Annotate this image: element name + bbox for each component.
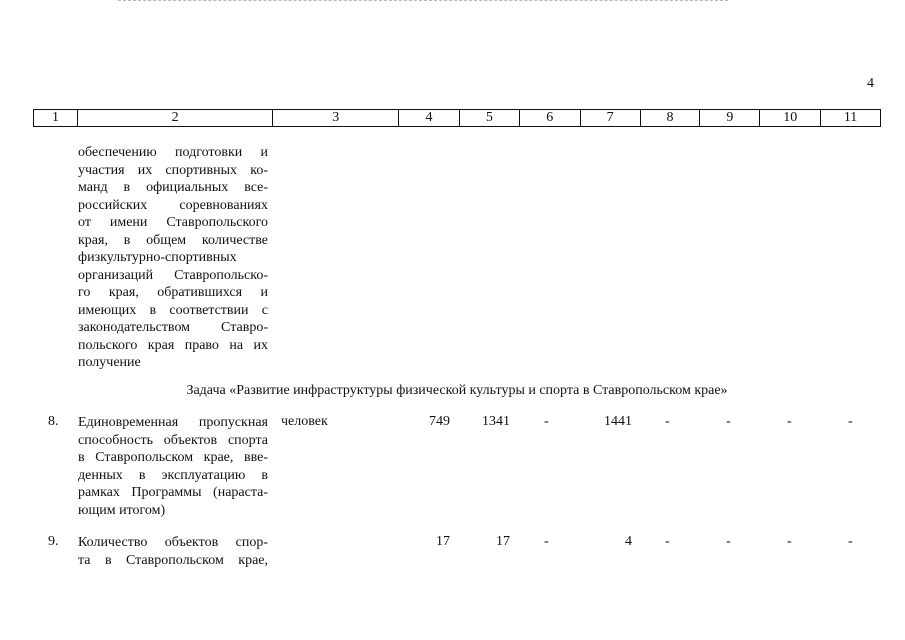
text-line: та в Ставропольском крае, <box>78 552 268 568</box>
text-line: Количество объектов спор- <box>78 535 268 550</box>
text-line: манд в официальных все- <box>78 180 268 195</box>
header-cell-6: 6 <box>520 110 581 126</box>
row-8-col-6: - <box>544 414 549 429</box>
row-8-indicator-text <box>78 414 268 519</box>
row-9-col-4: 17 <box>436 534 450 549</box>
header-cell-4: 4 <box>399 110 460 126</box>
text-line: края, в общем количестве <box>78 232 268 248</box>
text-line: имеющих в соответствии с <box>78 302 268 318</box>
row-9-indicator-text <box>78 534 268 569</box>
header-cell-7: 7 <box>581 110 641 126</box>
text-line: в Ставропольском крае, вве- <box>78 450 268 465</box>
header-cell-1: 1 <box>34 110 78 126</box>
text-line: участия их спортивных ко- <box>78 162 268 178</box>
row-8-col-5: 1341 <box>482 414 510 429</box>
row-9-col-11: - <box>848 534 853 549</box>
scan-top-edge <box>118 0 728 3</box>
row-8-unit: человек <box>281 414 328 429</box>
task-section-title: Задача «Развитие инфраструктуры физической культуры и спорта в Ставропольском крае» <box>186 383 728 398</box>
continued-indicator-text <box>78 144 268 372</box>
row-9-col-8: - <box>665 534 670 549</box>
text-line: го края, обратившихся и <box>78 285 268 300</box>
row-9-col-7: 4 <box>625 534 632 549</box>
header-cell-5: 5 <box>460 110 520 126</box>
text-line: российских соревнованиях <box>78 197 268 213</box>
row-number-8: 8. <box>48 414 59 429</box>
text-line: способность объектов спорта <box>78 432 268 448</box>
row-9-col-6: - <box>544 534 549 549</box>
header-cell-2: 2 <box>78 110 274 126</box>
row-8-col-7: 1441 <box>604 414 632 429</box>
text-line: физкультурно-спортивных <box>78 250 237 265</box>
table-header-row <box>33 109 881 127</box>
text-line: денных в эксплуатацию в <box>78 467 268 483</box>
header-cell-9: 9 <box>700 110 760 126</box>
text-line: от имени Ставропольского <box>78 215 268 230</box>
header-cell-3: 3 <box>273 110 399 126</box>
row-8-col-9: - <box>726 414 731 429</box>
text-line: рамках Программы (нараста- <box>78 485 268 500</box>
page-number: 4 <box>867 76 874 91</box>
text-line: законодательством Ставро- <box>78 320 268 335</box>
header-cell-8: 8 <box>641 110 701 126</box>
text-line: польского края право на их <box>78 337 268 353</box>
row-9-col-5: 17 <box>496 534 510 549</box>
row-8-col-11: - <box>848 414 853 429</box>
row-8-col-10: - <box>787 414 792 429</box>
row-8-col-8: - <box>665 414 670 429</box>
text-line: ющим итогом) <box>78 502 166 518</box>
header-cell-11: 11 <box>843 110 858 125</box>
text-line: получение <box>78 355 141 370</box>
text-line: Единовременная пропускная <box>78 415 268 430</box>
row-8-col-4: 749 <box>429 414 450 429</box>
row-9-col-9: - <box>726 534 731 549</box>
text-line: организаций Ставропольско- <box>78 267 268 283</box>
row-number-9: 9. <box>48 534 59 549</box>
row-9-col-10: - <box>787 534 792 549</box>
header-cell-10: 10 <box>760 110 821 126</box>
text-line: обеспечению подготовки и <box>78 145 268 160</box>
